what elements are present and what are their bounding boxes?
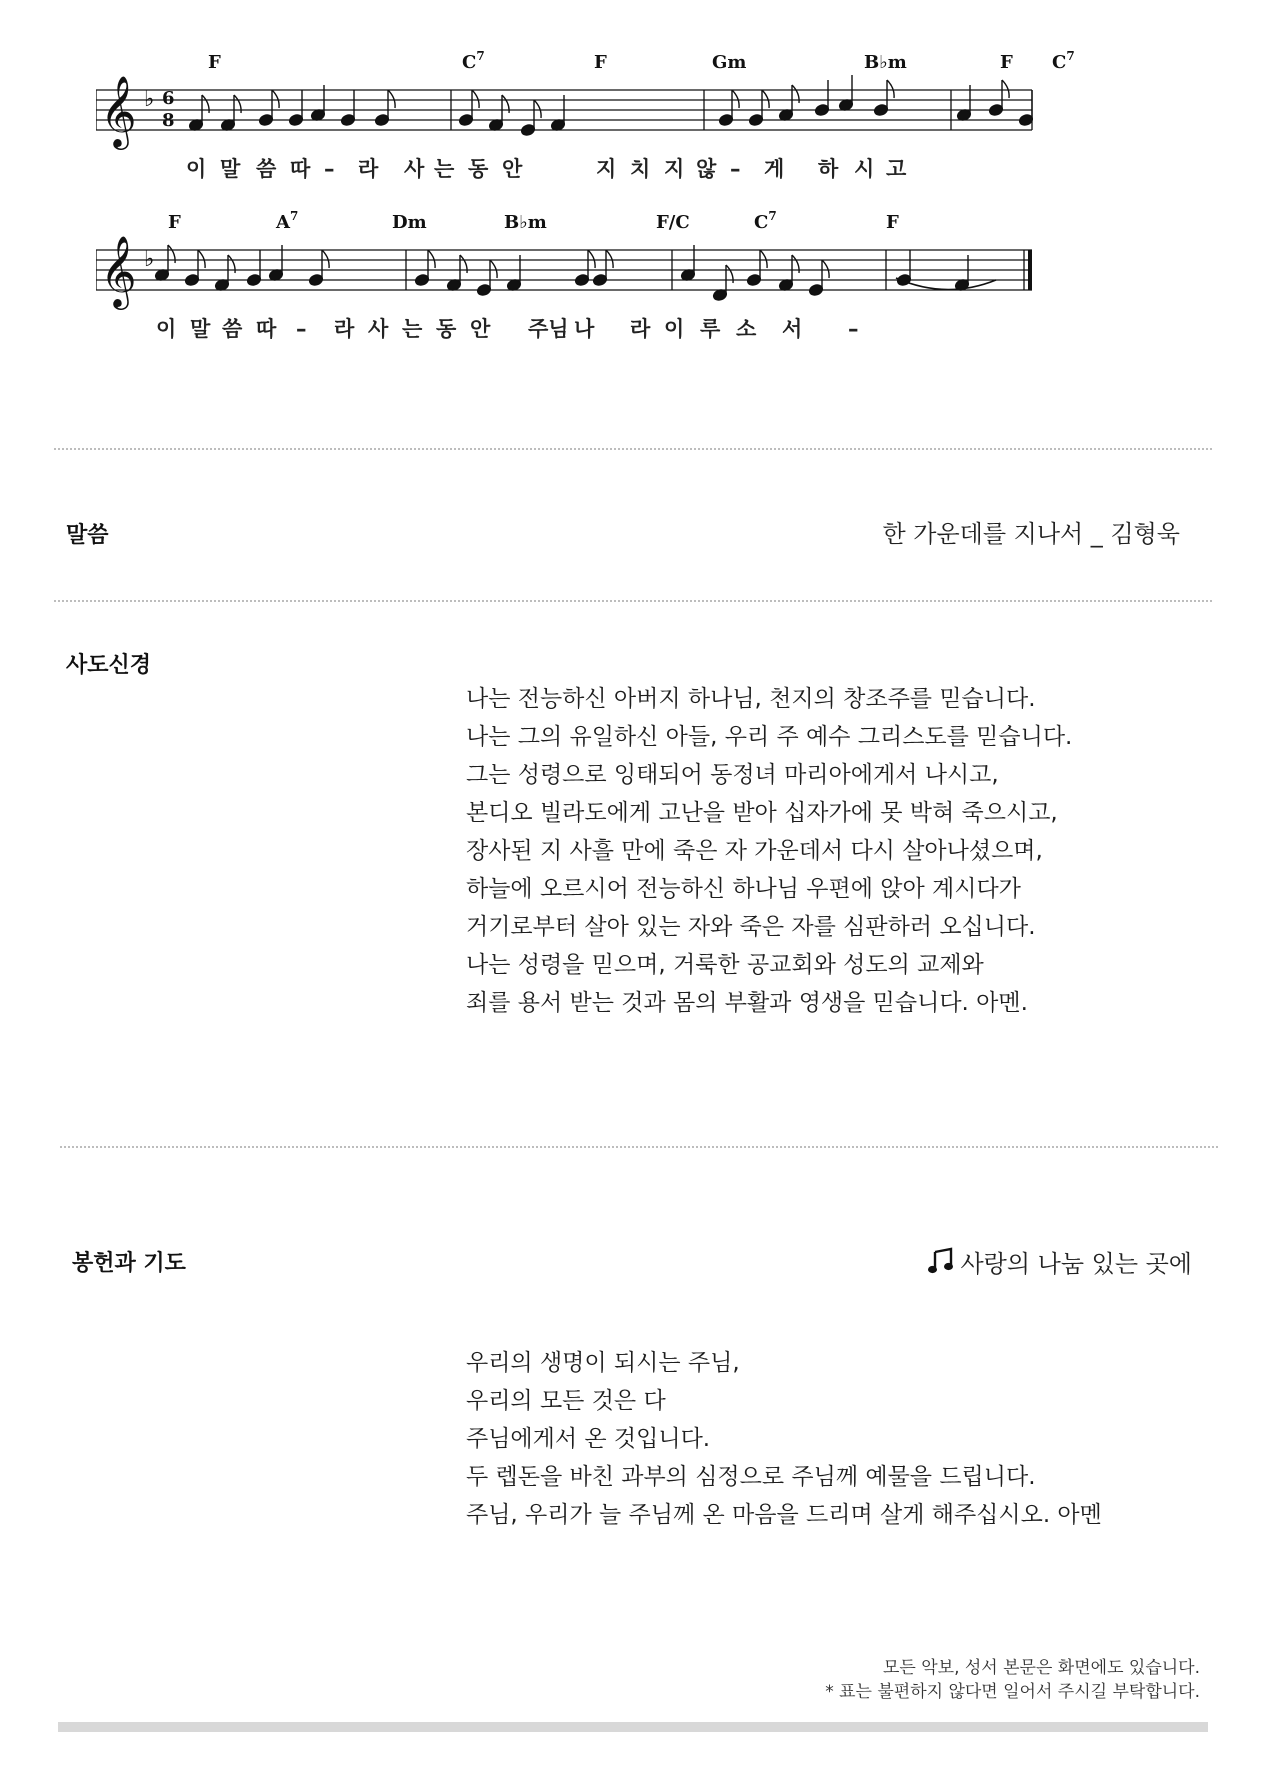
- note-flag: [490, 260, 497, 278]
- footer-notes: [825, 1656, 1200, 1704]
- creed-line: 거기로부터 살아 있는 자와 죽은 자를 심판하러 오십니다.: [466, 914, 1036, 940]
- section-divider: [60, 1146, 1218, 1148]
- chord-symbol: $A^7$: [276, 209, 299, 233]
- svg-text:6: 6: [162, 88, 175, 109]
- lyric-syllable: –: [730, 157, 741, 181]
- note-flag: [272, 90, 279, 108]
- lyric-syllable: 시: [854, 157, 875, 181]
- chord-symbol: Gm: [712, 52, 747, 73]
- chord-symbol: F/C: [656, 212, 690, 233]
- note-flag: [887, 80, 894, 98]
- note-flag: [428, 250, 435, 268]
- creed-line: 나는 성령을 믿으며, 거룩한 공교회와 성도의 교제와: [466, 952, 984, 978]
- footer-line-2: * 표는 불편하지 않다면 일어서 주시길 부탁합니다.: [825, 1682, 1200, 1702]
- lyric-syllable: 라: [334, 317, 355, 341]
- lyric-syllable: 고: [886, 157, 907, 181]
- score-line-1: [96, 40, 1180, 200]
- treble-clef-icon: 𝄞: [100, 234, 137, 307]
- lyric-syllable: 않: [696, 157, 717, 181]
- lyric-syllable: 루: [700, 317, 721, 341]
- chord-symbol: $C^7$: [1052, 49, 1075, 73]
- lyric-syllable: 나: [574, 317, 595, 341]
- svg-text:♭: ♭: [144, 247, 155, 272]
- lyric-syllable: 게: [764, 157, 785, 181]
- chord-symbol: B♭m: [504, 212, 547, 233]
- lyric-syllable: 라: [358, 157, 379, 181]
- chord-symbol: $C^7$: [754, 209, 777, 233]
- creed-section-title: 사도신경: [66, 653, 152, 678]
- lyric-syllable: 이: [664, 317, 685, 341]
- lyric-syllable: 동: [468, 157, 489, 181]
- note-flag: [822, 260, 829, 278]
- prayer-line: 우리의 생명이 되시는 주님,: [466, 1350, 740, 1376]
- music-note-icon: [928, 1247, 954, 1275]
- lyric-syllable: –: [296, 317, 307, 341]
- note-flag: [534, 100, 541, 118]
- lyric-syllable: 라: [630, 317, 651, 341]
- note-flag: [388, 90, 395, 108]
- prayer-line: 두 렙돈을 바친 과부의 심정으로 주님께 예물을 드립니다.: [466, 1464, 1036, 1490]
- offering-hymn-title: 사랑의 나눔 있는 곳에: [960, 1250, 1192, 1278]
- lyric-syllable: 는: [434, 157, 455, 181]
- treble-clef-icon: 𝄞: [100, 74, 137, 147]
- sermon-section-title: 말씀: [66, 523, 109, 548]
- lyric-syllable: 지: [596, 157, 617, 181]
- lyric-syllable: 씀: [256, 157, 277, 181]
- note-flag: [732, 90, 739, 108]
- sheet-music-staff-1: [96, 40, 1180, 200]
- lyric-syllable: 따: [256, 317, 277, 341]
- lyric-syllable: 안: [470, 317, 491, 341]
- chord-symbol: Dm: [392, 212, 427, 233]
- lyric-syllable: 치: [630, 157, 651, 181]
- chord-symbol: F: [1000, 52, 1013, 73]
- lyric-syllable: 사: [368, 317, 389, 341]
- offering-prayer-text: [466, 1344, 1102, 1534]
- score-line-2: [96, 200, 1180, 360]
- lyric-syllable: –: [324, 157, 335, 181]
- creed-line: 장사된 지 사흘 만에 죽은 자 가운데서 다시 살아나셨으며,: [466, 838, 1043, 864]
- note-flag: [588, 250, 595, 268]
- lyric-syllable: 따: [290, 157, 311, 181]
- note-flag: [760, 250, 767, 268]
- creed-line: 나는 그의 유일하신 아들, 우리 주 예수 그리스도를 믿습니다.: [466, 724, 1073, 750]
- prayer-line: 우리의 모든 것은 다: [466, 1388, 666, 1414]
- lyric-syllable: 이: [186, 157, 207, 181]
- lyric-syllable: 지: [664, 157, 685, 181]
- creed-line: 죄를 용서 받는 것과 몸의 부활과 영생을 믿습니다. 아멘.: [466, 990, 1028, 1016]
- note-flag: [198, 250, 205, 268]
- creed-line: 본디오 빌라도에게 고난을 받아 십자가에 못 박혀 죽으시고,: [466, 800, 1058, 826]
- note-flag: [606, 250, 613, 268]
- chord-symbol: F: [594, 52, 607, 73]
- lyric-syllable: 이: [156, 317, 177, 341]
- note-flag: [762, 90, 769, 108]
- lyric-syllable: 안: [502, 157, 523, 181]
- lyric-syllable: 서: [782, 317, 803, 341]
- note-flag: [472, 90, 479, 108]
- section-divider: [54, 600, 1212, 602]
- lyric-syllable: 말: [220, 157, 241, 181]
- lyric-syllable: 하: [818, 157, 839, 181]
- creed-line: 그는 성령으로 잉태되어 동정녀 마리아에게서 나시고,: [466, 762, 999, 788]
- sheet-music-staff-2: [96, 200, 1180, 360]
- offering-hymn: [928, 1244, 1192, 1279]
- lyric-syllable: 동: [436, 317, 457, 341]
- prayer-line: 주님에게서 온 것입니다.: [466, 1426, 711, 1452]
- chord-symbol: F: [886, 212, 899, 233]
- footer-line-1: 모든 악보, 성서 본문은 화면에도 있습니다.: [882, 1658, 1200, 1678]
- creed-line: 하늘에 오르시어 전능하신 하나님 우편에 앉아 계시다가: [466, 876, 1021, 902]
- creed-text: [466, 680, 1072, 1022]
- chord-symbol: F: [208, 52, 221, 73]
- svg-text:♭: ♭: [144, 87, 155, 112]
- creed-line: 나는 전능하신 아버지 하나님, 천지의 창조주를 믿습니다.: [466, 686, 1036, 712]
- chord-symbol: $C^7$: [462, 49, 485, 73]
- lyric-syllable: 말: [190, 317, 211, 341]
- offering-section-title: 봉헌과 기도: [72, 1251, 186, 1276]
- lyric-syllable: 소: [736, 317, 757, 341]
- chord-symbol: F: [168, 212, 181, 233]
- lyric-syllable: 씀: [222, 317, 243, 341]
- svg-text:8: 8: [162, 110, 175, 131]
- sermon-subject: 한 가운데를 지나서 _ 김형욱: [882, 520, 1180, 548]
- lyric-syllable: 주님: [528, 317, 569, 341]
- lyric-syllable: 사: [404, 157, 425, 181]
- note-flag: [1002, 80, 1009, 98]
- prayer-line: 주님, 우리가 늘 주님께 온 마음을 드리며 살게 해주십시오. 아멘: [466, 1502, 1102, 1528]
- lyric-syllable: –: [848, 317, 859, 341]
- footer-bar: [58, 1722, 1208, 1732]
- section-divider: [54, 448, 1212, 450]
- chord-symbol: B♭m: [864, 52, 907, 73]
- lyric-syllable: 는: [402, 317, 423, 341]
- note-flag: [322, 250, 329, 268]
